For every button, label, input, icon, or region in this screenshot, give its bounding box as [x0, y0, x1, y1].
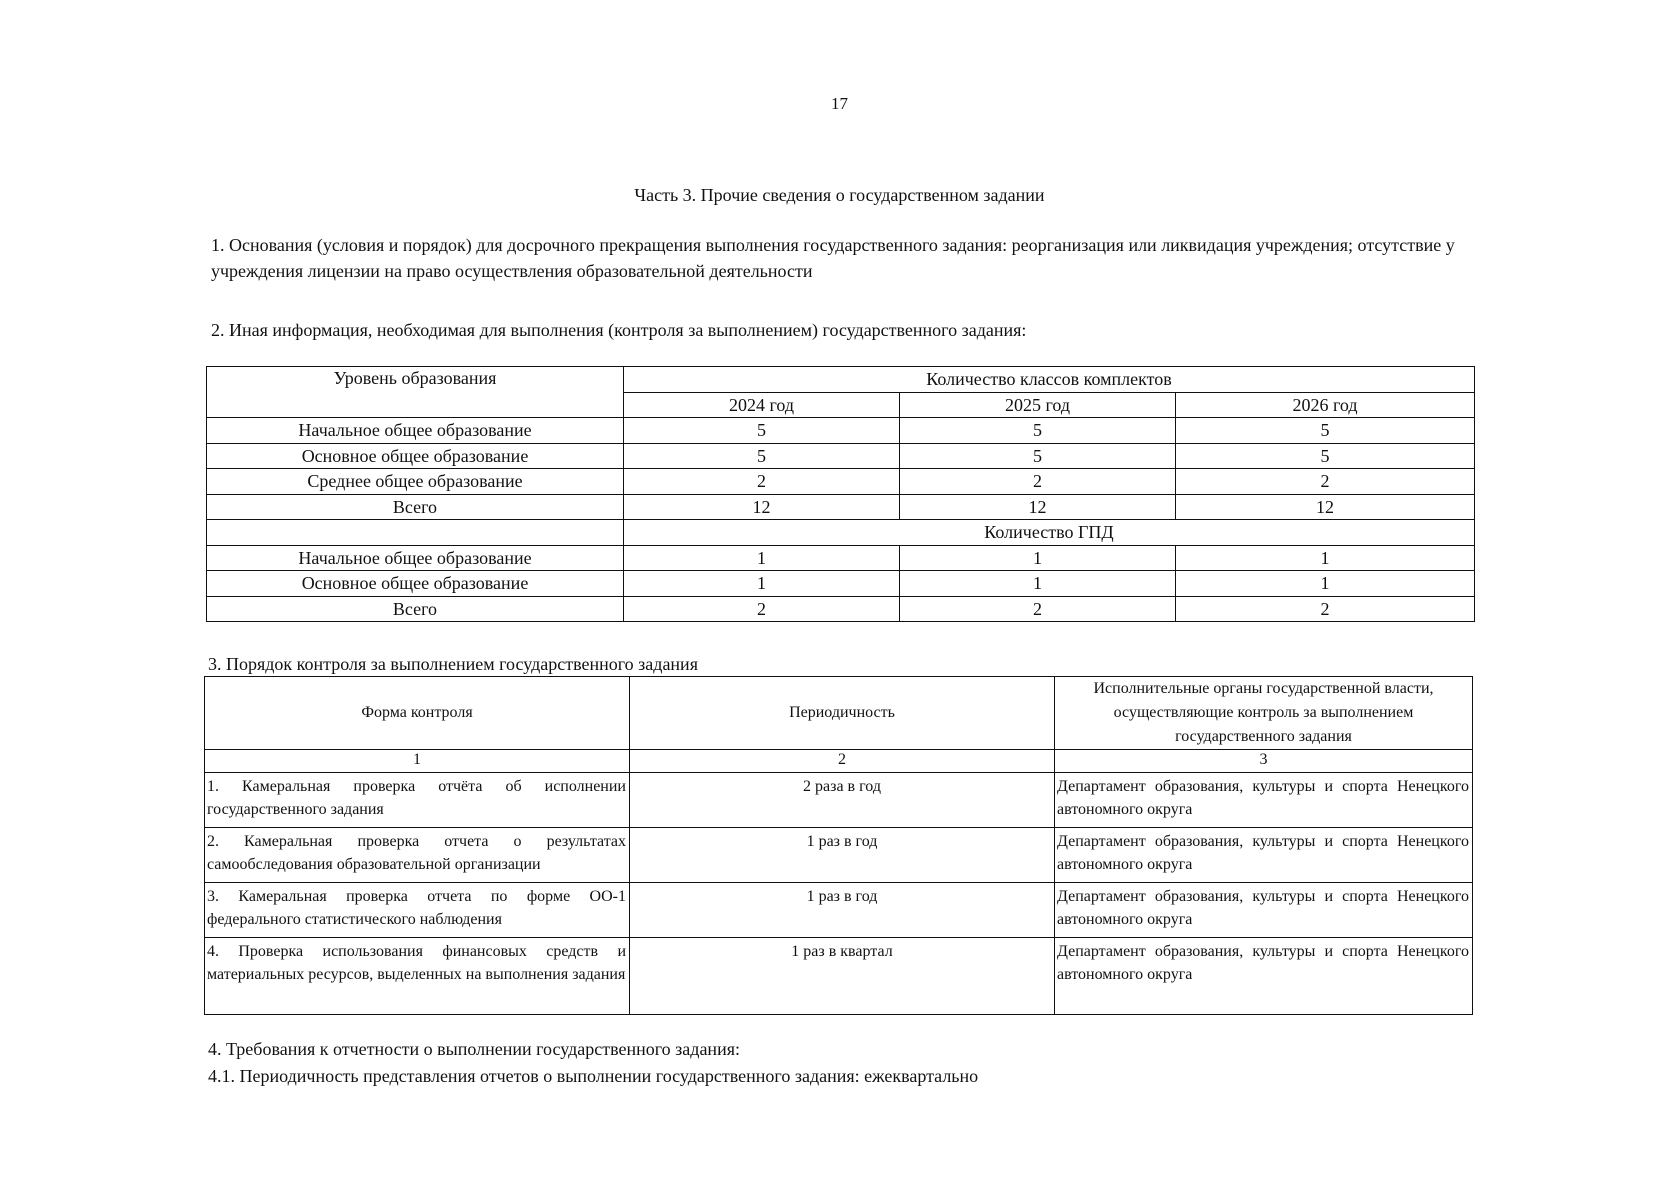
section-3-control: 3. Порядок контроля за выполнением государственного задания — [208, 654, 698, 674]
cell-value: 12 — [900, 494, 1176, 520]
column-number: 1 — [205, 750, 630, 773]
header-level: Уровень образования — [207, 367, 624, 418]
control-form-cell: 3. Камеральная проверка отчета по форме ОО-1 федерального статистического наблюдения — [205, 883, 630, 938]
header-control-form: Форма контроля — [205, 677, 630, 750]
classes-table — [206, 366, 1475, 622]
cell-value: 5 — [624, 443, 900, 469]
empty-cell — [207, 520, 624, 546]
cell-value: 2 — [900, 596, 1176, 622]
periodicity-cell: 1 раз в год — [630, 883, 1055, 938]
periodicity-cell: 2 раза в год — [630, 773, 1055, 828]
cell-value: 12 — [1176, 494, 1475, 520]
row-level: Всего — [207, 494, 624, 520]
cell-value: 1 — [1176, 545, 1475, 571]
cell-value: 5 — [900, 443, 1176, 469]
part-title: Часть 3. Прочие сведения о государственном задании — [634, 185, 1045, 205]
cell-value: 2 — [1176, 469, 1475, 495]
row-level: Всего — [207, 596, 624, 622]
table-row — [207, 469, 1475, 495]
header-periodicity: Периодичность — [630, 677, 1055, 750]
cell-value: 5 — [900, 418, 1176, 444]
section-1-grounds: 1. Основания (условия и порядок) для досрочного прекращения выполнения государственного задания: реорганизация или ликвидация учреждения; отсутствие у учреждения лицензии на право осуществления образовательной деятельности — [211, 235, 1455, 281]
header-classes-count: Количество классов комплектов — [624, 367, 1475, 393]
cell-value: 12 — [624, 494, 900, 520]
cell-value: 1 — [1176, 571, 1475, 597]
header-year: 2024 год — [624, 392, 900, 418]
header-gpd-count: Количество ГПД — [624, 520, 1475, 546]
table-row — [207, 571, 1475, 597]
cell-value: 5 — [624, 418, 900, 444]
table-row — [205, 828, 1473, 883]
table-row — [207, 418, 1475, 444]
header-authority: Исполнительные органы государственной власти, осуществляющие контроль за выполнением государственного задания — [1055, 677, 1473, 750]
row-level: Основное общее образование — [207, 443, 624, 469]
cell-value: 2 — [624, 596, 900, 622]
cell-value: 1 — [624, 545, 900, 571]
row-level: Начальное общее образование — [207, 545, 624, 571]
control-form-cell: 4. Проверка использования финансовых средств и материальных ресурсов, выделенных на выполнения задания — [205, 938, 630, 1015]
table-row — [207, 545, 1475, 571]
cell-value: 1 — [624, 571, 900, 597]
table-row — [207, 443, 1475, 469]
section-2-other-info: 2. Иная информация, необходимая для выполнения (контроля за выполнением) государственного задания: — [211, 320, 1027, 340]
control-form-cell: 1. Камеральная проверка отчёта об исполнении государственного задания — [205, 773, 630, 828]
row-level: Начальное общее образование — [207, 418, 624, 444]
header-year: 2026 год — [1176, 392, 1475, 418]
cell-value: 5 — [1176, 443, 1475, 469]
cell-value: 2 — [900, 469, 1176, 495]
cell-value: 1 — [900, 545, 1176, 571]
control-form-cell: 2. Камеральная проверка отчета о результатах самообследования образовательной организации — [205, 828, 630, 883]
authority-cell: Департамент образования, культуры и спорта Ненецкого автономного округа — [1055, 883, 1473, 938]
section-4-reporting: 4. Требования к отчетности о выполнении государственного задания: — [208, 1039, 740, 1059]
section-4-1-periodicity: 4.1. Периодичность представления отчетов о выполнении государственного задания: ежеквартально — [208, 1066, 979, 1086]
table-row — [205, 773, 1473, 828]
row-level: Основное общее образование — [207, 571, 624, 597]
cell-value: 1 — [900, 571, 1176, 597]
table-row — [205, 883, 1473, 938]
periodicity-cell: 1 раз в год — [630, 828, 1055, 883]
column-number: 3 — [1055, 750, 1473, 773]
authority-cell: Департамент образования, культуры и спорта Ненецкого автономного округа — [1055, 828, 1473, 883]
authority-cell: Департамент образования, культуры и спорта Ненецкого автономного округа — [1055, 938, 1473, 1015]
page-number: 17 — [831, 94, 848, 113]
table-row — [207, 596, 1475, 622]
authority-cell: Департамент образования, культуры и спорта Ненецкого автономного округа — [1055, 773, 1473, 828]
header-year: 2025 год — [900, 392, 1176, 418]
table-row — [207, 494, 1475, 520]
cell-value: 2 — [1176, 596, 1475, 622]
column-number: 2 — [630, 750, 1055, 773]
cell-value: 2 — [624, 469, 900, 495]
table-row — [205, 938, 1473, 1015]
periodicity-cell: 1 раз в квартал — [630, 938, 1055, 1015]
row-level: Среднее общее образование — [207, 469, 624, 495]
cell-value: 5 — [1176, 418, 1475, 444]
control-table — [204, 676, 1473, 1015]
